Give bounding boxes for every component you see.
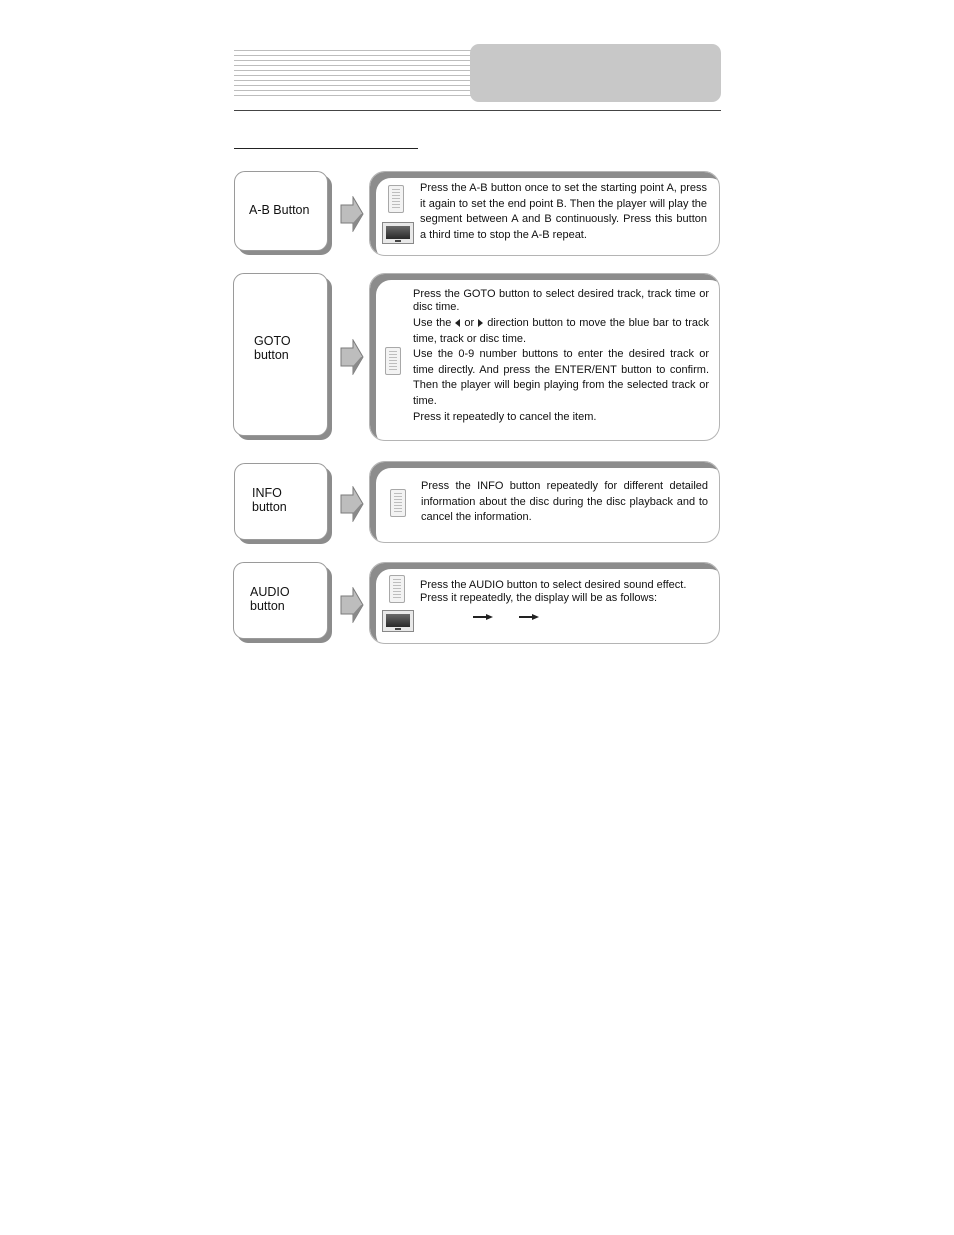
- remote-control-icon: [388, 185, 404, 213]
- tv-screen-icon: [382, 222, 414, 244]
- section-title-underline: [234, 148, 418, 149]
- goto-desc-line-1: Press the GOTO button to select desired track, track time or disc time.: [413, 288, 709, 313]
- goto-desc-use-the: Use the: [413, 317, 452, 329]
- audio-button-description: Press the AUDIO button to select desired sound effect. Press it repeatedly, the display will be as follows:: [420, 579, 687, 604]
- right-arrow-icon: [340, 196, 364, 232]
- goto-desc-line-4: Press it repeatedly to cancel the item.: [413, 410, 597, 423]
- audio-button-description-box: [369, 562, 720, 644]
- flow-arrow-icon: [519, 614, 539, 620]
- info-button-label: INFO button: [252, 486, 287, 514]
- header-divider: [234, 110, 721, 111]
- info-button-description-box: [369, 461, 720, 543]
- ab-button-description-box: [369, 171, 720, 256]
- info-button-label-box: [234, 463, 328, 540]
- ab-button-label-box: [234, 171, 328, 251]
- goto-desc-line-3: Use the 0-9 number buttons to enter the desired track or time directly. And press the ENTER/ENT button to confirm. Then the player will begin playing from the selected track or time.: [413, 348, 709, 407]
- tv-screen-icon: [382, 610, 414, 632]
- right-arrow-icon: [340, 486, 364, 522]
- audio-button-label: AUDIO button: [250, 585, 290, 613]
- ab-button-description: Press the A-B button once to set the starting point A, press it again to set the end point B. Then the player will play the segment between A and B continuously. Press this button a third time to stop the A-B repeat.: [420, 182, 707, 241]
- goto-desc-or: or: [464, 317, 475, 329]
- info-button-description: Press the INFO button repeatedly for different detailed information about the disc during the disc playback and to cancel the information.: [421, 480, 708, 524]
- header-tab: [470, 44, 721, 102]
- right-direction-icon: [478, 319, 483, 327]
- ab-button-label: A-B Button: [249, 203, 310, 217]
- goto-button-label: GOTO button: [254, 334, 291, 362]
- remote-control-icon: [390, 489, 406, 517]
- right-arrow-icon: [340, 587, 364, 623]
- goto-desc-direction: direction button to move the blue bar to track time, track or disc time.: [413, 317, 709, 345]
- left-direction-icon: [455, 319, 460, 327]
- goto-desc-line-2: [413, 316, 709, 347]
- flow-arrow-icon: [473, 614, 493, 620]
- right-arrow-icon: [340, 339, 364, 375]
- remote-control-icon: [389, 575, 405, 603]
- remote-control-icon: [385, 347, 401, 375]
- goto-button-label-box: [233, 273, 328, 436]
- goto-button-description-box: [369, 273, 720, 441]
- audio-button-label-box: [233, 562, 328, 639]
- header-stripes: [234, 50, 472, 98]
